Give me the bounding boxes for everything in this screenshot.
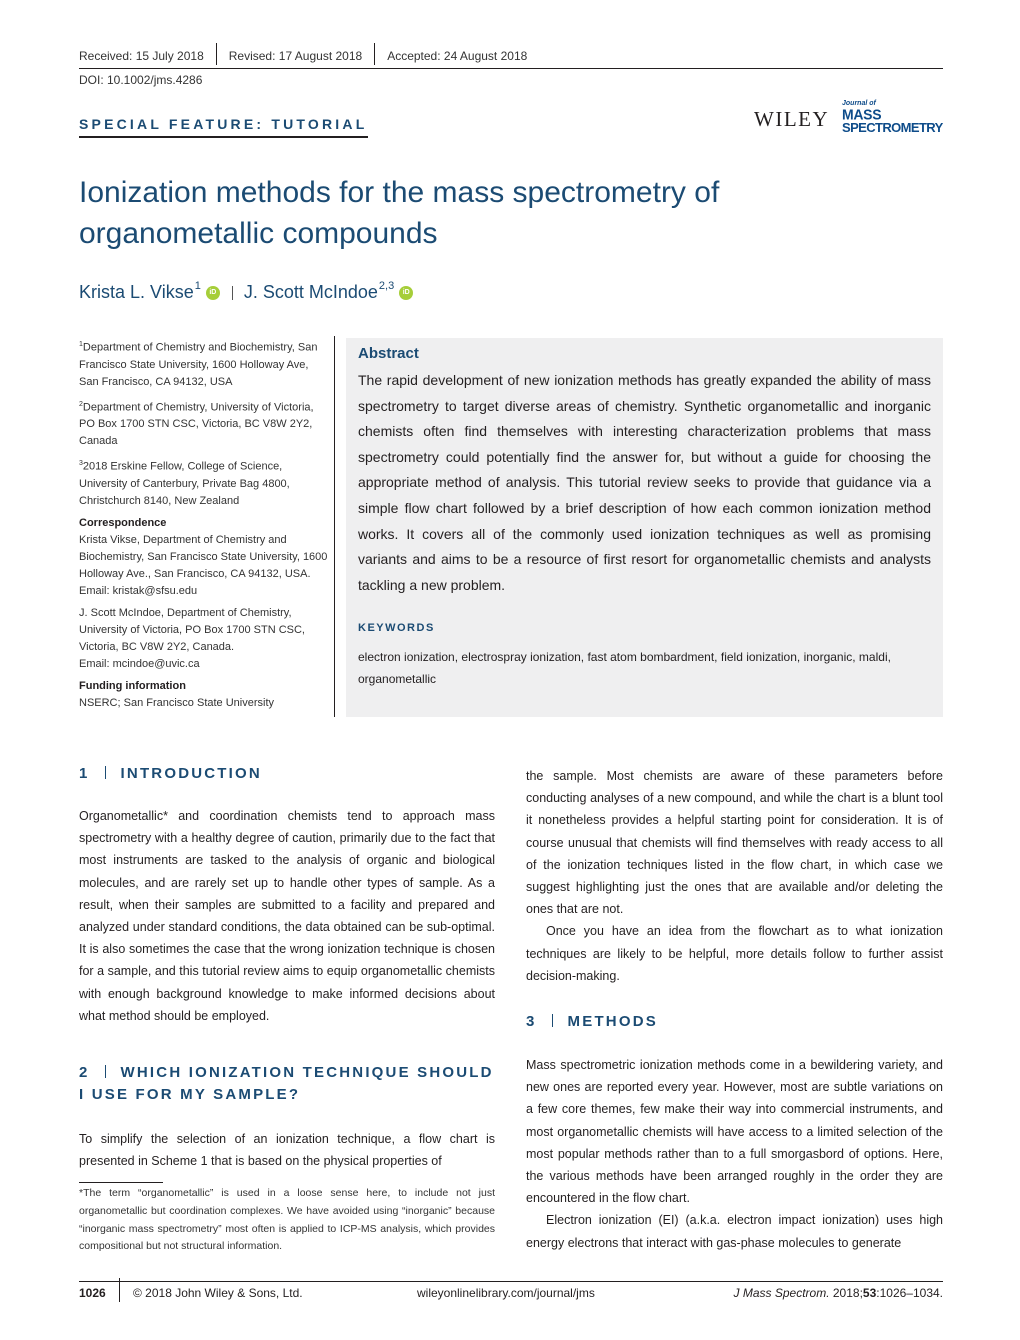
affiliation-text: 2018 Erskine Fellow, College of Science, University of Canterbury, Private Bag 4800, Christchurch 8140, New Zealand bbox=[79, 460, 290, 507]
received-date: Received: 15 July 2018 bbox=[79, 48, 204, 63]
paragraph-text: Once you have an idea from the flowchart as to what ionization techniques are likely to be helpful, more details follow to further assist decision-making. bbox=[526, 924, 943, 983]
correspondence-address: J. Scott McIndoe, Department of Chemistry, University of Victoria, PO Box 1700 STN CSC, Victoria, BC V8W 2Y2, Canada. bbox=[79, 606, 305, 653]
copyright: © 2018 John Wiley & Sons, Ltd. bbox=[133, 1286, 303, 1300]
orcid-icon[interactable]: iD bbox=[399, 286, 413, 300]
footnote-rule bbox=[79, 1182, 163, 1183]
section-heading bbox=[79, 1062, 495, 1106]
body-paragraph bbox=[526, 765, 943, 987]
keywords-text: electron ionization, electrospray ionization, fast atom bombardment, field ionization, inorganic, maldi, organometallic bbox=[358, 650, 891, 686]
affiliation-text: Department of Chemistry, University of Victoria, PO Box 1700 STN CSC, Victoria, BC V8W 2Y2, Canada bbox=[79, 401, 314, 448]
citation-year: 2018; bbox=[832, 1286, 863, 1300]
section-title: WHICH IONIZATION TECHNIQUE SHOULD I USE FOR MY SAMPLE? bbox=[79, 1064, 494, 1103]
paragraph-text: Organometallic* and coordination chemists tend to approach mass spectrometry with a healthy degree of caution, primarily due to the fact that most instruments are tasked to the analysis of organic and biological molecules, and are rarely set up to handle other types of sample. As a result, when their samples are submitted to a facility and prepared and analyzed under standard conditions, the data obtained can be sub-optimal. It is also sometimes the case that the wrong ionization technique is chosen for a sample, and this tutorial review aims to equip organometallic chemists with enough background knowledge to make informed decisions about what method should be employed. bbox=[79, 809, 495, 1023]
correspondence-address: Krista Vikse, Department of Chemistry and Biochemistry, San Francisco State University, 1600 Holloway Ave., San Francisco, CA 94132, USA. bbox=[79, 533, 328, 580]
body-paragraph bbox=[79, 1128, 495, 1172]
correspondence-label: Correspondence bbox=[79, 516, 167, 529]
section-number: 1 bbox=[79, 765, 90, 782]
author-affil-marker: 2,3 bbox=[378, 279, 395, 292]
funding-text: NSERC; San Francisco State University bbox=[79, 696, 275, 709]
section-label: SPECIAL FEATURE: TUTORIAL bbox=[79, 116, 368, 132]
orcid-icon[interactable]: iD bbox=[206, 286, 220, 300]
heading-bar bbox=[105, 1065, 106, 1078]
revised-date: Revised: 17 August 2018 bbox=[228, 48, 363, 63]
journal-logo bbox=[842, 100, 943, 134]
paragraph-text: Electron ionization (EI) (a.k.a. electron impact ionization) uses high energy electrons that interact with gas-phase molecules to generate bbox=[526, 1213, 943, 1250]
abstract-text: The rapid development of new ionization methods has greatly expanded the ability of mass spectrometry to target diverse areas of chemistry. Synthetic organometallic and inorganic chemists often find themselves with interesting characterization problems that mass spectrometry could potentially find the answer for, but without a guide for choosing the appropriate method of analysis. This tutorial review seeks to provide that guidance via a simple flow chart followed by a brief description of how each common ionization method works. It covers all of the commonly used ionization techniques as well as promising variants and aims to be a resource of first resort for organometallic chemists and analysts tackling a new problem. bbox=[358, 372, 931, 593]
section-number: 2 bbox=[79, 1064, 90, 1081]
affiliation bbox=[79, 396, 331, 451]
paragraph-text: Mass spectrometric ionization methods come in a bewildering variety, and new ones are reported every year. However, most are subtle variations on a few core themes, few make their way into commercial instruments, and most organometallic chemists will have access to a limited selection of the most popular methods rather than to a full smorgasbord of options. Here, the various methods have been arranged roughly in the order they are encountered in the flow chart. bbox=[526, 1058, 943, 1206]
citation-volume: 53 bbox=[862, 1286, 877, 1300]
date-divider bbox=[216, 43, 217, 65]
author-list bbox=[79, 279, 413, 303]
doi[interactable]: DOI: 10.1002/jms.4286 bbox=[79, 73, 203, 87]
abstract-heading: Abstract bbox=[358, 345, 419, 362]
author-name[interactable]: Krista L. Vikse bbox=[79, 282, 194, 302]
keywords-heading: KEYWORDS bbox=[358, 622, 435, 634]
article-dates bbox=[79, 48, 943, 65]
date-divider bbox=[374, 43, 375, 65]
funding-label: Funding information bbox=[79, 679, 186, 692]
citation bbox=[722, 1286, 943, 1300]
citation-pages: :1026–1034. bbox=[876, 1286, 943, 1300]
article-title: Ionization methods for the mass spectrometry of organometallic compounds bbox=[79, 176, 720, 250]
footer-divider bbox=[119, 1278, 120, 1302]
journal-logo-line2: MASS bbox=[842, 105, 882, 123]
affiliations-panel bbox=[79, 336, 331, 712]
section-title: INTRODUCTION bbox=[120, 765, 262, 782]
section-heading bbox=[79, 763, 262, 785]
section-title: METHODS bbox=[567, 1013, 658, 1030]
body-paragraph bbox=[79, 805, 495, 1027]
column-divider bbox=[334, 336, 335, 717]
affiliation-number: 3 bbox=[79, 460, 83, 468]
footer-rule bbox=[79, 1281, 943, 1282]
author-affil-marker: 1 bbox=[194, 279, 201, 292]
author-name[interactable]: J. Scott McIndoe bbox=[243, 282, 378, 302]
paragraph-text: To simplify the selection of an ionization technique, a flow chart is presented in Scheme 1 that is based on the physical properties of bbox=[79, 1132, 495, 1169]
body-paragraph bbox=[526, 1054, 943, 1254]
heading-bar bbox=[105, 766, 106, 779]
journal-logo-line3: SPECTROMETRY bbox=[842, 120, 943, 135]
affiliation-text: Department of Chemistry and Biochemistry, San Francisco State University, 1600 Holloway Ave, San Francisco, CA 94132, USA bbox=[79, 341, 318, 388]
affiliation bbox=[79, 336, 331, 391]
correspondence-email[interactable]: Email: kristak@sfsu.edu bbox=[79, 584, 198, 597]
footnote: *The term “organometallic” is used in a loose sense here, to include not just organometallic but coordination complexes. We have avoided using “inorganic” because “inorganic mass spectrometry” most often is applied to ICP-MS analysis, which provides compositional but not structural information. bbox=[79, 1187, 495, 1253]
header-rule bbox=[79, 68, 943, 69]
affiliation-number: 1 bbox=[79, 341, 83, 348]
correspondence-email[interactable]: Email: mcindoe@uvic.ca bbox=[79, 657, 200, 670]
affiliation bbox=[79, 455, 331, 510]
paragraph-text: the sample. Most chemists are aware of these parameters before conducting analyses of a new compound, and while the chart is a blunt tool it nonetheless provides a helpful starting point for consideration. It is of course unusual that chemists will find themselves with ready access to all of the ionization techniques listed in the flow chart, in which case we suggest highlighting just the ones that are available and/or deleting the ones that are not. bbox=[526, 769, 943, 917]
section-label-rule bbox=[79, 136, 368, 138]
section-heading bbox=[526, 1011, 658, 1033]
journal-abbrev: J Mass Spectrom. bbox=[733, 1286, 830, 1300]
page-number: 1026 bbox=[79, 1286, 106, 1300]
author-divider bbox=[232, 286, 233, 300]
accepted-date: Accepted: 24 August 2018 bbox=[387, 48, 528, 63]
affiliation-number: 2 bbox=[79, 400, 83, 408]
journal-website-link[interactable]: wileyonlinelibrary.com/journal/jms bbox=[417, 1286, 595, 1300]
section-number: 3 bbox=[526, 1013, 537, 1030]
publisher-logo: WILEY bbox=[754, 107, 830, 131]
heading-bar bbox=[552, 1014, 553, 1027]
journal-logo-line1: Journal of bbox=[842, 100, 876, 107]
